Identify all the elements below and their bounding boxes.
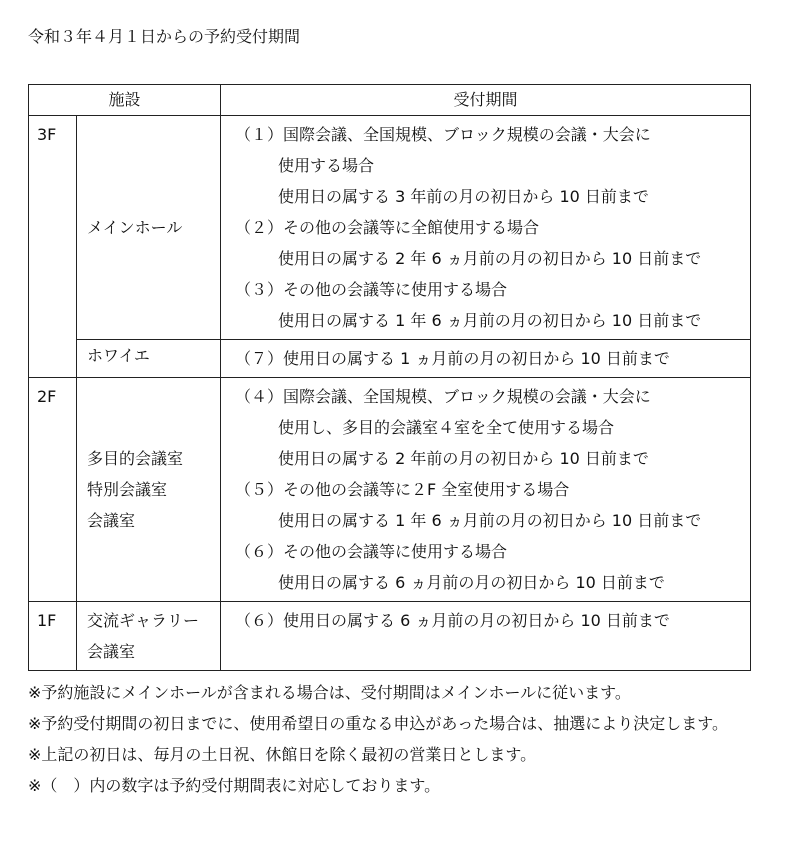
header-facility: 施設 <box>29 85 221 116</box>
period-cell <box>221 116 751 340</box>
period-line: （５）その他の会議等に２F 全室使用する場合 <box>235 480 570 499</box>
facility-name: ホワイエ <box>87 346 150 365</box>
note-text: ※上記の初日は、毎月の土日祝、休館日を除く最初の営業日とします。 <box>28 745 537 764</box>
period-line: 使用日の属する 1 年 6 ヵ月前の月の初日から 10 日前まで <box>278 511 702 530</box>
period-line: 使用日の属する 2 年 6 ヵ月前の月の初日から 10 日前まで <box>278 249 702 268</box>
period-line: （２）その他の会議等に全館使用する場合 <box>235 218 540 237</box>
facility-cell <box>77 116 221 340</box>
period-cell <box>221 602 751 671</box>
period-line: （１）国際会議、全国規模、ブロック規模の会議・大会に <box>235 125 651 144</box>
notes-section <box>28 677 758 801</box>
facility-name: メインホール <box>87 218 183 237</box>
period-line: （６）その他の会議等に使用する場合 <box>235 542 508 561</box>
table-row <box>29 116 751 340</box>
period-line: 使用日の属する 2 年前の月の初日から 10 日前まで <box>278 449 649 468</box>
note-text: ※予約受付期間の初日までに、使用希望日の重なる申込があった場合は、抽選により決定します。 <box>28 714 728 733</box>
facility-name: 特別会議室 <box>87 480 168 499</box>
period-line: 使用日の属する 6 ヵ月前の月の初日から 10 日前まで <box>278 573 665 592</box>
floor-cell: 3F <box>29 116 77 378</box>
period-line: （３）その他の会議等に使用する場合 <box>235 280 508 299</box>
facility-name: 交流ギャラリー <box>87 611 200 630</box>
floor-cell: 1F <box>29 602 77 671</box>
period-line: （７）使用日の属する 1 ヵ月前の月の初日から 10 日前まで <box>235 349 670 368</box>
period-line: 使用し、多目的会議室４室を全て使用する場合 <box>278 418 615 437</box>
header-period: 受付期間 <box>221 85 751 116</box>
period-line: （６）使用日の属する 6 ヵ月前の月の初日から 10 日前まで <box>235 611 670 630</box>
facility-cell <box>77 378 221 602</box>
facility-name: 会議室 <box>87 511 136 530</box>
table-row <box>29 340 751 378</box>
facility-name: 会議室 <box>87 642 136 661</box>
period-cell <box>221 378 751 602</box>
table-row <box>29 378 751 602</box>
period-cell <box>221 340 751 378</box>
facility-name: 多目的会議室 <box>87 449 184 468</box>
note-text: ※予約施設にメインホールが含まれる場合は、受付期間はメインホールに従います。 <box>28 683 631 702</box>
reservation-period-table <box>28 84 751 671</box>
note-text: ※（ ）内の数字は予約受付期間表に対応しております。 <box>28 776 441 795</box>
facility-cell <box>77 602 221 671</box>
document-title: 令和３年４月１日からの予約受付期間 <box>28 27 301 46</box>
period-line: 使用日の属する 1 年 6 ヵ月前の月の初日から 10 日前まで <box>278 311 702 330</box>
period-line: 使用日の属する 3 年前の月の初日から 10 日前まで <box>278 187 649 206</box>
table-row <box>29 602 751 671</box>
period-line: 使用する場合 <box>278 156 375 175</box>
table-header-row <box>29 85 751 116</box>
facility-cell <box>77 340 221 378</box>
floor-cell: 2F <box>29 378 77 602</box>
period-line: （４）国際会議、全国規模、ブロック規模の会議・大会に <box>235 387 651 406</box>
